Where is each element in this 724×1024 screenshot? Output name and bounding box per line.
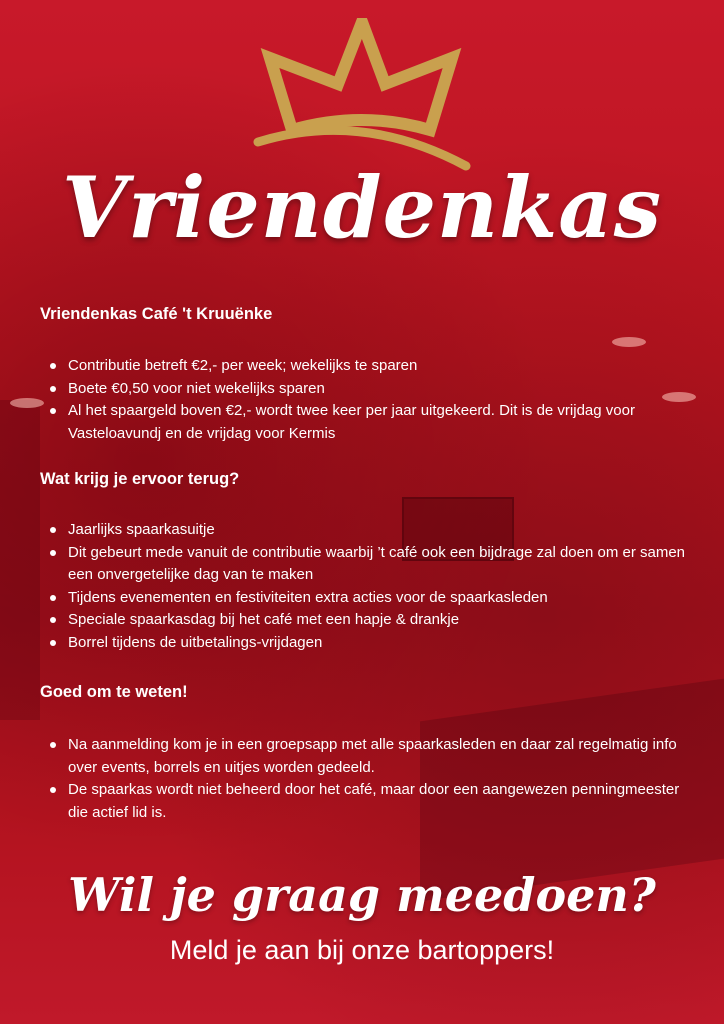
list-item: Na aanmelding kom je in een groepsapp met alle spaarkasleden en daar zal regelmatig info over events, borrels en uitjes worden gedeeld.: [40, 734, 690, 779]
ceiling-light: [612, 337, 646, 347]
section-title-terug: Wat krijg je ervoor terug?: [40, 470, 240, 488]
background-wall: [0, 400, 40, 720]
list-item: Contributie betreft €2,- per week; wekelijks te sparen: [40, 355, 690, 378]
cta-headline: Wil je graag meedoen?: [68, 868, 656, 922]
section-list-kruuenke: [40, 355, 690, 445]
list-item: Borrel tijdens de uitbetalings-vrijdagen: [40, 632, 690, 655]
section-title-weten: Goed om te weten!: [40, 683, 188, 701]
brand-title: Vriendenkas: [61, 158, 663, 257]
list-item: Tijdens evenementen en festiviteiten extra acties voor de spaarkasleden: [40, 587, 690, 610]
section-list-weten: [40, 734, 690, 824]
ceiling-light: [10, 398, 44, 408]
section-title-kruuenke: Vriendenkas Café 't Kruuënke: [40, 305, 273, 323]
list-item: Al het spaargeld boven €2,- wordt twee keer per jaar uitgekeerd. Dit is de vrijdag voor Vasteloavundj en de vrijdag voor Kermis: [40, 400, 690, 445]
list-item: Speciale spaarkasdag bij het café met een hapje & drankje: [40, 609, 690, 632]
section-list-terug: [40, 519, 690, 654]
list-item: Dit gebeurt mede vanuit de contributie waarbij ’t café ook een bijdrage zal doen om er samen een onvergetelijke dag van te maken: [40, 542, 690, 587]
list-item: Jaarlijks spaarkasuitje: [40, 519, 690, 542]
crown-icon: [240, 18, 484, 174]
list-item: De spaarkas wordt niet beheerd door het café, maar door een aangewezen penningmeester die actief lid is.: [40, 779, 690, 824]
list-item: Boete €0,50 voor niet wekelijks sparen: [40, 378, 690, 401]
cta-subline: Meld je aan bij onze bartoppers!: [169, 935, 555, 965]
